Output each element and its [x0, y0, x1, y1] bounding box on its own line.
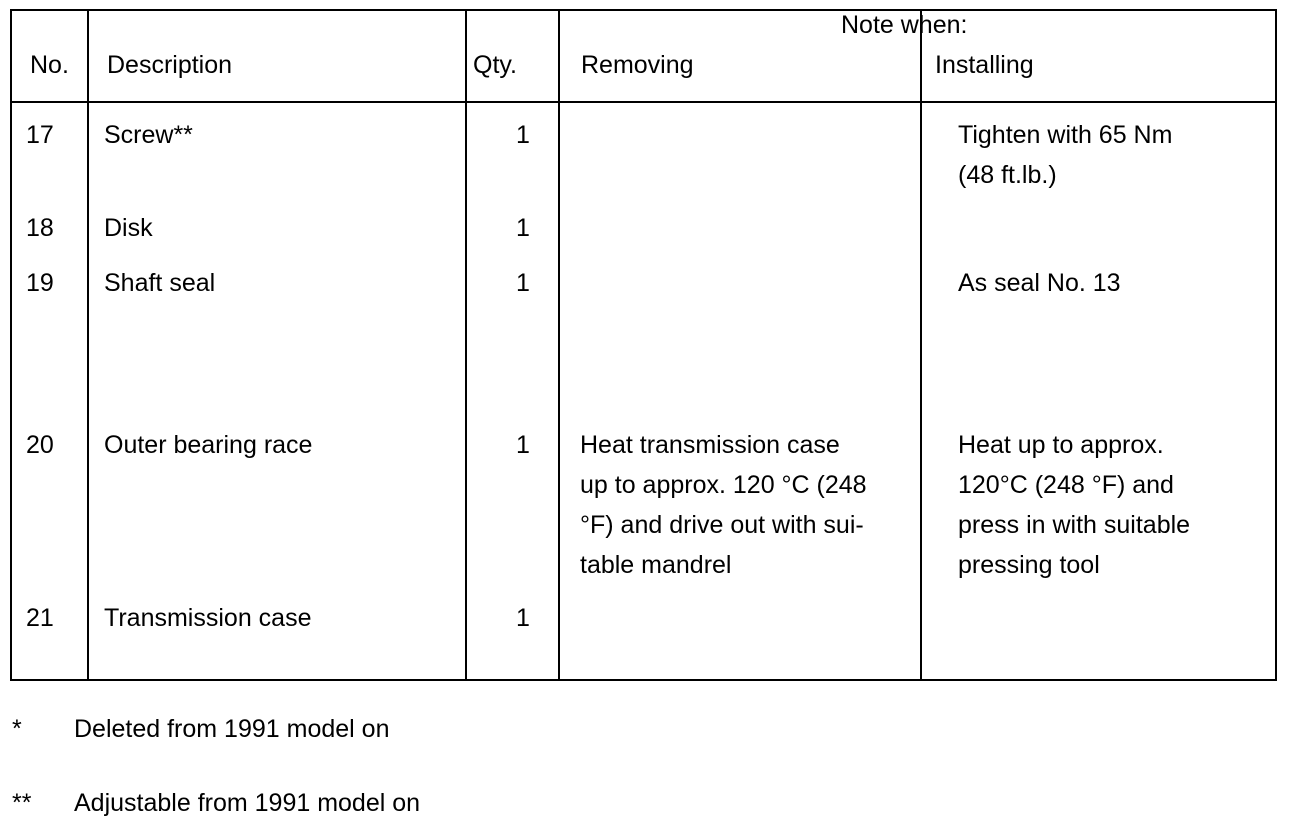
row-21-no: 21: [26, 604, 54, 632]
header-description: Description: [107, 51, 233, 79]
row-17-qty: 1: [516, 121, 530, 149]
header-qty: Qty.: [473, 51, 517, 79]
row-20-removing-line-1: Heat transmission case: [580, 431, 840, 459]
row-20-description: Outer bearing race: [104, 431, 313, 459]
parts-table: [10, 9, 1277, 681]
row-20-qty: 1: [516, 431, 530, 459]
row-21-description: Transmission case: [104, 604, 312, 632]
column-divider: [920, 11, 922, 679]
header-note-when: Note when:: [841, 11, 968, 39]
row-21-qty: 1: [516, 604, 530, 632]
row-17-no: 17: [26, 121, 54, 149]
column-divider: [465, 11, 467, 679]
row-19-installing-line-1: As seal No. 13: [958, 269, 1121, 297]
header-no: No.: [30, 51, 69, 79]
row-18-no: 18: [26, 214, 54, 242]
header-removing: Removing: [581, 51, 694, 79]
row-20-installing-line-1: Heat up to approx.: [958, 431, 1164, 459]
footnote-2-text: Adjustable from 1991 model on: [74, 789, 421, 817]
row-19-qty: 1: [516, 269, 530, 297]
column-divider: [558, 11, 560, 679]
row-20-installing-line-2: 120°C (248 °F) and: [958, 471, 1174, 499]
row-19-no: 19: [26, 269, 54, 297]
row-19-description: Shaft seal: [104, 269, 216, 297]
row-20-removing-line-3: °F) and drive out with sui-: [580, 511, 864, 539]
footnote-1-mark: *: [12, 715, 22, 743]
row-17-installing-line-2: (48 ft.lb.): [958, 161, 1057, 189]
row-20-no: 20: [26, 431, 54, 459]
header-installing: Installing: [935, 51, 1034, 79]
row-17-description: Screw**: [104, 121, 193, 149]
footnote-2-mark: **: [12, 789, 32, 817]
row-20-removing-line-4: table mandrel: [580, 551, 732, 579]
row-20-removing-line-2: up to approx. 120 °C (248: [580, 471, 867, 499]
row-17-installing-line-1: Tighten with 65 Nm: [958, 121, 1173, 149]
header-divider: [12, 101, 1275, 103]
column-divider: [87, 11, 89, 679]
row-20-installing-line-4: pressing tool: [958, 551, 1100, 579]
row-18-qty: 1: [516, 214, 530, 242]
footnote-1-text: Deleted from 1991 model on: [74, 715, 390, 743]
row-18-description: Disk: [104, 214, 153, 242]
row-20-installing-line-3: press in with suitable: [958, 511, 1191, 539]
